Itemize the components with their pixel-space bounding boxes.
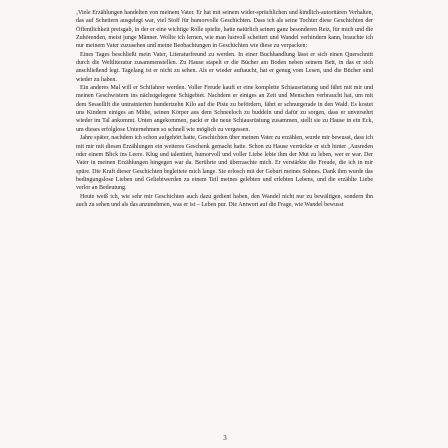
text-column — [76, 9, 373, 209]
paragraph-1: ‚Viele Erzählungen handelten von meinem Vater. Er hat mit seinem wider-sprüchlichen und kindlich-autoritären Verhalten, das auf Scheitern ausgelegt war, viel Stoff für humorvolle Geschichten. Dass ich als seine Tochter diese Geschichten der Öffentlichkeit preisgab, in der er eine wichtige Rolle spielte, hatte natürlich seinen ganz besonderen Reiz, für mich und die Zuhörenden, meist junge Männer. Wollte ich lernen, wie man lustvoll scheitert und Wandel verhindern kann, brauchte ich nur meinem Vater zuzusehen und meine Beobachtungen in Geschichten wie diese zu verpacken: — [76, 10, 373, 50]
page-number: 3 — [223, 434, 227, 442]
paragraph-3: Ein anderes Mal will er Schifahrer werden. Voller Freude kauft er eine komplette Schiausrüstung und fährt mit mir und meinen Geschwistern ins nächstgelegene Schigebiet. Nachdem er einiges an Zeit und Menschen verbraucht hat, um mit dem Sessellift die untrainierten hundertzehn Kilo auf die Piste zu befördern, fährt er schnurgerade in den Wald. Es kostet uns Kindern einiges an Mühe, seinen Körper aus dem Schneeloch zu buddeln und dafür zu sorgen, dass er unversehrt wieder im Tal ankommt. Unten angekommen, packt er die neue Schiausrüstung zusammen, stellt sie zu Hause in ein Eck, um dieses erfolglose Unternehmen so schnell wie möglich zu vergessen. — [76, 85, 373, 133]
paragraph-4: Jahre später, nachdem ich schon aufgehört hatte, Geschichten über meinen Vater zu erzählen, wurde mir bewusst, dass ich mit mir mit diesen Erzählungen ein weiteres Geschenk gemacht hatte. Schon zu Hause verrückte er sich hinter ‚Ausreden oder einem Blick ins Leere. Klug und talentiert, humorvoll und voller Liebe lebte ihm der Mut zu leben, wer er war. Der Vater in meinen Erzählungen hingegen war da. Berührte und überraschte mich. Er verstärkte die Freude, die ich in mir spüre. Die Kraft dieser Geschichten begleitete mich lange. Sie erlosch mit der Geburt meines Sohnes. Dank ihm wurde das bedingungslose Lieben und Geliebtwerden zu einem Teil meines gelebten und erlebten Lebens, und die erzählte Liebe verlor an Bedeutung. — [76, 135, 373, 192]
paragraph-2: Eines Tages beschließt mein Vater, Literaturfreund zu werden. In einer Buchhandlung lässt er sich einen Querschnitt durch die Weltliteratur zusammenstellen. Zu Hause stapelt er die Bücher am Boden neben seinem Bett, in das er sich anschließend legt. Tagelang ist er nicht zu sehen. Als er wieder auftaucht, hat er genug vom Lesen, und die Bücher sind wieder zu haben. — [76, 51, 373, 83]
paragraph-5: Heute weiß ich, wie sehr mir Geschichten auch dazu gedient haben, den Wandel nicht nur zu bewältigen, sondern ihn auch zu sehen und als das anzunehmen, was er ist – Leben pur. Die Antwort auf die Frage, wie Wandel bewusst — [76, 193, 373, 208]
